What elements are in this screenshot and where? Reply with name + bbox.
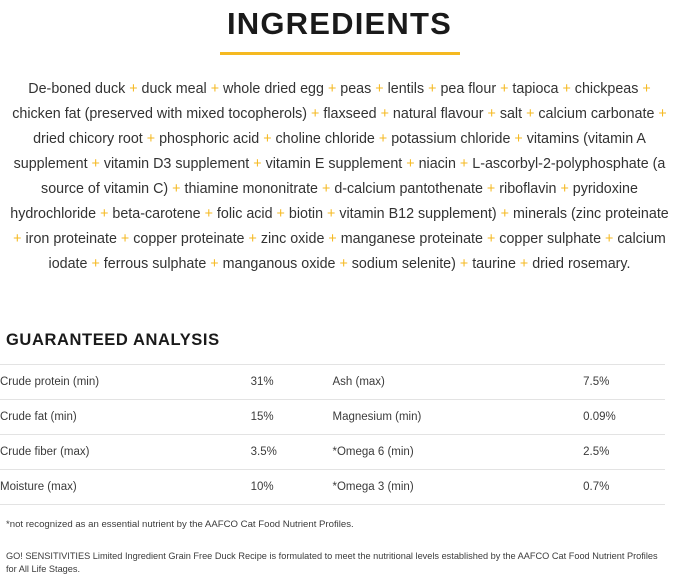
ingredient-separator: +	[486, 231, 496, 247]
ingredients-text: De-boned duck + duck meal + whole dried egg + peas + lentils + pea flour + tapioca + chickpeas + chicken fat (preserved with mixed tocopherols) + flaxseed + natural flavour + salt + calcium carbonate + dried chicory root + phosphoric acid + choline chloride + potassium chloride + vitamins (vitamin A supplement + vitamin D3 supplement + vitamin E supplement + niacin + L-ascorbyl-2-polyphosphate (a source of vitamin C) + thiamine mononitrate + d-calcium pantothenate + riboflavin + pyridoxine hydrochloride + beta-carotene + folic acid + biotin + vitamin B12 supplement) + minerals (zinc proteinate + iron proteinate + copper proteinate + zinc oxide + manganese proteinate + copper sulphate + calcium iodate + ferrous sulphate + manganous oxide + sodium selenite) + taurine + dried rosemary.	[10, 81, 669, 272]
ingredient-separator: +	[605, 231, 614, 247]
ingredient-separator: +	[459, 256, 469, 272]
ingredient-separator: +	[328, 231, 337, 247]
nutrient-label: Crude fat (min)	[0, 400, 251, 435]
ingredient-separator: +	[276, 206, 285, 222]
ingredient-separator: +	[428, 81, 437, 97]
guaranteed-analysis-table	[0, 364, 665, 505]
ingredient-separator: +	[120, 231, 130, 247]
nutrient-label: Moisture (max)	[0, 470, 251, 505]
ingredient-separator: +	[327, 206, 336, 222]
ingredient-separator: +	[375, 81, 384, 97]
ingredient-separator: +	[100, 206, 109, 222]
table-row	[0, 435, 665, 470]
nutrient-value: 2.5%	[583, 435, 665, 470]
ingredient-separator: +	[406, 156, 415, 172]
ingredient-separator: +	[146, 131, 156, 147]
ingredient-separator: +	[378, 131, 388, 147]
ingredient-separator: +	[486, 181, 496, 197]
table-row	[0, 365, 665, 400]
nutrient-value: 0.09%	[583, 400, 665, 435]
ingredient-separator: +	[658, 106, 667, 122]
ingredient-separator: +	[321, 181, 331, 197]
table-row	[0, 400, 665, 435]
ingredient-separator: +	[210, 256, 219, 272]
nutrient-value: 31%	[251, 365, 333, 400]
title-divider	[220, 52, 460, 55]
nutrient-value: 7.5%	[583, 365, 665, 400]
product-info-page	[0, 4, 679, 583]
nutrient-value: 0.7%	[583, 470, 665, 505]
ingredient-separator: +	[514, 131, 523, 147]
nutritional-adequacy-statement: GO! SENSITIVITIES Limited Ingredient Grain Free Duck Recipe is formulated to meet the nutritional levels established by the AAFCO Cat Food Nutrient Profiles for All Life Stages.	[6, 551, 658, 574]
aafco-footnote: *not recognized as an essential nutrient by the AAFCO Cat Food Nutrient Profiles.	[6, 519, 354, 530]
ingredient-separator: +	[519, 256, 529, 272]
ingredients-heading: INGREDIENTS	[226, 6, 453, 41]
ingredient-separator: +	[248, 231, 257, 247]
ingredient-separator: +	[642, 81, 651, 97]
ingredient-separator: +	[91, 256, 100, 272]
nutrient-label: *Omega 6 (min)	[332, 435, 583, 470]
ingredient-separator: +	[311, 106, 320, 122]
ingredient-separator: +	[91, 156, 100, 172]
ingredient-separator: +	[339, 256, 348, 272]
ingredient-separator: +	[526, 106, 535, 122]
nutrient-label: Crude fiber (max)	[0, 435, 251, 470]
guaranteed-analysis-heading: GUARANTEED ANALYSIS	[6, 331, 220, 349]
ingredient-separator: +	[500, 206, 510, 222]
nutrient-label: Crude protein (min)	[0, 365, 251, 400]
ingredient-separator: +	[204, 206, 213, 222]
ingredient-separator: +	[13, 231, 22, 247]
nutrient-value: 3.5%	[251, 435, 333, 470]
nutrient-value: 10%	[251, 470, 333, 505]
nutrient-label: Ash (max)	[332, 365, 583, 400]
ingredient-separator: +	[129, 81, 138, 97]
ingredient-separator: +	[487, 106, 496, 122]
ingredient-separator: +	[500, 81, 509, 97]
ingredients-list	[8, 77, 671, 277]
ingredient-separator: +	[210, 81, 220, 97]
ingredient-separator: +	[560, 181, 569, 197]
ingredient-separator: +	[459, 156, 469, 172]
ingredient-separator: +	[172, 181, 181, 197]
nutrient-label: Magnesium (min)	[332, 400, 583, 435]
ingredient-separator: +	[380, 106, 389, 122]
guaranteed-analysis-body	[0, 365, 665, 505]
ingredient-separator: +	[263, 131, 272, 147]
ingredient-separator: +	[562, 81, 571, 97]
table-row	[0, 470, 665, 505]
ingredient-separator: +	[327, 81, 337, 97]
nutrient-value: 15%	[251, 400, 333, 435]
nutrient-label: *Omega 3 (min)	[332, 470, 583, 505]
ingredient-separator: +	[253, 156, 262, 172]
